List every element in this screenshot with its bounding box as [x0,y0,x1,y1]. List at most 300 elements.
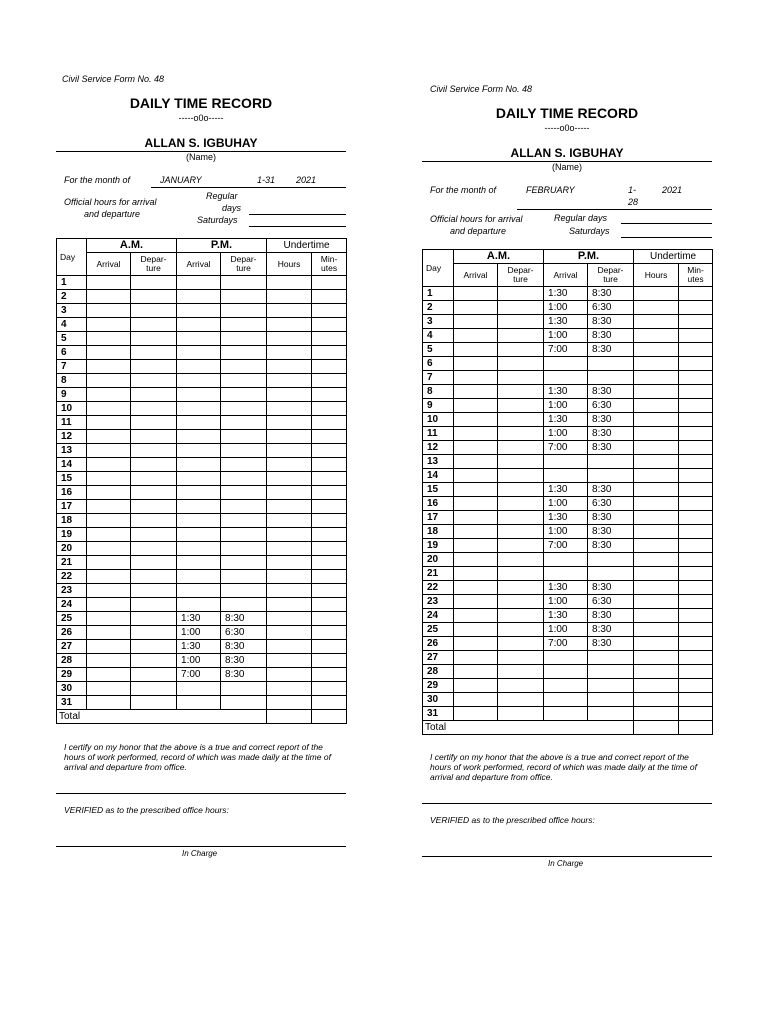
pm-arrival-cell[interactable]: 1:00 [544,301,588,315]
am-departure-cell[interactable] [498,595,544,609]
am-departure-cell[interactable] [131,682,177,696]
undertime-hours-cell[interactable] [634,707,679,721]
undertime-minutes-cell[interactable] [679,679,713,693]
pm-departure-cell[interactable] [221,332,267,346]
am-departure-cell[interactable] [131,500,177,514]
am-arrival-cell[interactable] [454,469,498,483]
pm-arrival-cell[interactable] [177,346,221,360]
pm-arrival-cell[interactable] [177,556,221,570]
undertime-minutes-cell[interactable] [679,609,713,623]
am-departure-cell[interactable] [131,696,177,710]
pm-departure-cell[interactable] [221,444,267,458]
undertime-minutes-cell[interactable] [312,598,347,612]
am-departure-cell[interactable] [498,329,544,343]
pm-departure-cell[interactable]: 6:30 [221,626,267,640]
am-arrival-cell[interactable] [454,651,498,665]
pm-arrival-cell[interactable] [177,514,221,528]
undertime-hours-cell[interactable] [634,399,679,413]
pm-arrival-cell[interactable] [177,570,221,584]
pm-departure-cell[interactable] [221,458,267,472]
undertime-minutes-cell[interactable] [312,374,347,388]
undertime-hours-cell[interactable] [634,315,679,329]
am-arrival-cell[interactable] [454,483,498,497]
pm-departure-cell[interactable]: 8:30 [221,640,267,654]
undertime-hours-cell[interactable] [634,651,679,665]
pm-departure-cell[interactable] [588,371,634,385]
undertime-hours-cell[interactable] [267,444,312,458]
pm-departure-cell[interactable] [221,542,267,556]
pm-departure-cell[interactable]: 8:30 [588,385,634,399]
am-arrival-cell[interactable] [87,584,131,598]
pm-arrival-cell[interactable]: 1:00 [177,654,221,668]
undertime-minutes-cell[interactable] [679,399,713,413]
undertime-minutes-cell[interactable] [312,668,347,682]
undertime-minutes-cell[interactable] [679,385,713,399]
am-arrival-cell[interactable] [454,581,498,595]
am-arrival-cell[interactable] [87,668,131,682]
am-arrival-cell[interactable] [87,388,131,402]
am-arrival-cell[interactable] [87,612,131,626]
undertime-hours-cell[interactable] [267,528,312,542]
pm-arrival-cell[interactable]: 7:00 [544,441,588,455]
pm-departure-cell[interactable] [221,570,267,584]
pm-departure-cell[interactable]: 8:30 [588,511,634,525]
am-departure-cell[interactable] [131,444,177,458]
undertime-hours-cell[interactable] [634,469,679,483]
undertime-hours-cell[interactable] [267,612,312,626]
undertime-minutes-cell[interactable] [679,483,713,497]
undertime-hours-cell[interactable] [267,626,312,640]
pm-arrival-cell[interactable]: 1:30 [177,640,221,654]
am-departure-cell[interactable] [131,388,177,402]
am-departure-cell[interactable] [498,343,544,357]
undertime-hours-cell[interactable] [634,385,679,399]
undertime-minutes-cell[interactable] [679,455,713,469]
am-arrival-cell[interactable] [87,598,131,612]
pm-departure-cell[interactable] [588,679,634,693]
am-departure-cell[interactable] [498,315,544,329]
am-arrival-cell[interactable] [87,528,131,542]
pm-arrival-cell[interactable]: 1:30 [544,581,588,595]
undertime-hours-cell[interactable] [634,413,679,427]
undertime-hours-cell[interactable] [634,623,679,637]
undertime-minutes-cell[interactable] [679,595,713,609]
undertime-minutes-cell[interactable] [312,402,347,416]
undertime-minutes-cell[interactable] [312,458,347,472]
pm-arrival-cell[interactable] [544,707,588,721]
pm-departure-cell[interactable]: 8:30 [588,343,634,357]
pm-arrival-cell[interactable] [177,598,221,612]
undertime-hours-cell[interactable] [267,276,312,290]
undertime-hours-cell[interactable] [267,500,312,514]
am-arrival-cell[interactable] [454,427,498,441]
pm-departure-cell[interactable] [221,682,267,696]
undertime-minutes-cell[interactable] [679,329,713,343]
pm-departure-cell[interactable] [221,276,267,290]
pm-departure-cell[interactable] [221,388,267,402]
am-departure-cell[interactable] [498,609,544,623]
pm-departure-cell[interactable]: 8:30 [221,612,267,626]
pm-arrival-cell[interactable]: 1:30 [544,483,588,497]
total-hours-cell[interactable] [634,721,679,735]
undertime-minutes-cell[interactable] [679,413,713,427]
pm-departure-cell[interactable] [221,346,267,360]
am-departure-cell[interactable] [498,371,544,385]
undertime-hours-cell[interactable] [267,304,312,318]
pm-departure-cell[interactable] [588,553,634,567]
pm-departure-cell[interactable]: 8:30 [588,623,634,637]
undertime-minutes-cell[interactable] [679,427,713,441]
am-departure-cell[interactable] [498,301,544,315]
pm-arrival-cell[interactable]: 1:30 [544,413,588,427]
am-departure-cell[interactable] [498,441,544,455]
pm-arrival-cell[interactable]: 1:00 [544,329,588,343]
am-arrival-cell[interactable] [87,472,131,486]
undertime-minutes-cell[interactable] [679,651,713,665]
pm-departure-cell[interactable] [588,455,634,469]
pm-departure-cell[interactable] [221,290,267,304]
pm-departure-cell[interactable]: 8:30 [588,483,634,497]
am-arrival-cell[interactable] [87,332,131,346]
am-arrival-cell[interactable] [454,315,498,329]
undertime-minutes-cell[interactable] [312,304,347,318]
pm-departure-cell[interactable] [221,500,267,514]
am-arrival-cell[interactable] [87,570,131,584]
undertime-minutes-cell[interactable] [312,486,347,500]
undertime-minutes-cell[interactable] [312,654,347,668]
am-arrival-cell[interactable] [87,430,131,444]
undertime-minutes-cell[interactable] [312,430,347,444]
undertime-minutes-cell[interactable] [679,567,713,581]
am-arrival-cell[interactable] [454,385,498,399]
pm-arrival-cell[interactable]: 7:00 [544,343,588,357]
undertime-hours-cell[interactable] [267,360,312,374]
undertime-hours-cell[interactable] [634,693,679,707]
am-arrival-cell[interactable] [87,402,131,416]
undertime-minutes-cell[interactable] [312,276,347,290]
undertime-minutes-cell[interactable] [679,581,713,595]
pm-departure-cell[interactable]: 6:30 [588,595,634,609]
pm-departure-cell[interactable] [221,598,267,612]
am-departure-cell[interactable] [498,511,544,525]
am-arrival-cell[interactable] [454,567,498,581]
total-hours-cell[interactable] [267,710,312,724]
pm-departure-cell[interactable]: 8:30 [588,427,634,441]
undertime-hours-cell[interactable] [267,388,312,402]
undertime-hours-cell[interactable] [634,329,679,343]
undertime-hours-cell[interactable] [634,357,679,371]
am-arrival-cell[interactable] [454,609,498,623]
am-departure-cell[interactable] [498,385,544,399]
am-arrival-cell[interactable] [454,413,498,427]
am-arrival-cell[interactable] [454,707,498,721]
pm-arrival-cell[interactable] [177,402,221,416]
am-departure-cell[interactable] [498,525,544,539]
am-departure-cell[interactable] [131,360,177,374]
am-departure-cell[interactable] [131,486,177,500]
am-departure-cell[interactable] [131,668,177,682]
am-departure-cell[interactable] [131,612,177,626]
undertime-minutes-cell[interactable] [312,682,347,696]
undertime-minutes-cell[interactable] [312,640,347,654]
am-arrival-cell[interactable] [454,679,498,693]
am-departure-cell[interactable] [131,542,177,556]
am-arrival-cell[interactable] [454,287,498,301]
undertime-minutes-cell[interactable] [679,707,713,721]
pm-arrival-cell[interactable]: 1:30 [177,612,221,626]
am-departure-cell[interactable] [498,483,544,497]
am-departure-cell[interactable] [131,528,177,542]
undertime-hours-cell[interactable] [634,553,679,567]
pm-arrival-cell[interactable] [544,665,588,679]
pm-arrival-cell[interactable]: 1:00 [544,525,588,539]
undertime-minutes-cell[interactable] [312,346,347,360]
am-arrival-cell[interactable] [454,371,498,385]
am-departure-cell[interactable] [131,458,177,472]
pm-arrival-cell[interactable]: 7:00 [544,637,588,651]
pm-arrival-cell[interactable] [544,553,588,567]
undertime-hours-cell[interactable] [267,332,312,346]
undertime-minutes-cell[interactable] [312,542,347,556]
undertime-hours-cell[interactable] [267,290,312,304]
undertime-minutes-cell[interactable] [312,290,347,304]
pm-departure-cell[interactable] [221,304,267,318]
pm-departure-cell[interactable] [221,584,267,598]
undertime-hours-cell[interactable] [267,570,312,584]
pm-arrival-cell[interactable]: 1:30 [544,609,588,623]
pm-arrival-cell[interactable] [177,500,221,514]
pm-arrival-cell[interactable] [544,469,588,483]
undertime-minutes-cell[interactable] [679,497,713,511]
pm-arrival-cell[interactable] [544,455,588,469]
pm-arrival-cell[interactable] [177,584,221,598]
undertime-hours-cell[interactable] [634,441,679,455]
pm-departure-cell[interactable] [221,528,267,542]
pm-arrival-cell[interactable] [177,472,221,486]
undertime-minutes-cell[interactable] [679,469,713,483]
am-departure-cell[interactable] [131,514,177,528]
pm-departure-cell[interactable] [221,486,267,500]
undertime-minutes-cell[interactable] [679,623,713,637]
pm-arrival-cell[interactable]: 1:00 [177,626,221,640]
pm-arrival-cell[interactable] [544,651,588,665]
total-minutes-cell[interactable] [679,721,713,735]
pm-arrival-cell[interactable] [177,290,221,304]
undertime-hours-cell[interactable] [267,402,312,416]
pm-departure-cell[interactable]: 8:30 [221,654,267,668]
pm-departure-cell[interactable] [588,357,634,371]
am-arrival-cell[interactable] [87,318,131,332]
pm-arrival-cell[interactable] [177,304,221,318]
pm-departure-cell[interactable]: 6:30 [588,301,634,315]
pm-arrival-cell[interactable]: 1:00 [544,595,588,609]
am-arrival-cell[interactable] [87,682,131,696]
undertime-hours-cell[interactable] [267,430,312,444]
pm-departure-cell[interactable] [221,416,267,430]
undertime-minutes-cell[interactable] [679,511,713,525]
pm-arrival-cell[interactable] [177,696,221,710]
am-departure-cell[interactable] [498,455,544,469]
undertime-minutes-cell[interactable] [679,665,713,679]
am-departure-cell[interactable] [131,318,177,332]
undertime-hours-cell[interactable] [634,343,679,357]
am-arrival-cell[interactable] [454,329,498,343]
pm-arrival-cell[interactable] [177,682,221,696]
am-departure-cell[interactable] [498,553,544,567]
am-departure-cell[interactable] [498,469,544,483]
undertime-hours-cell[interactable] [634,483,679,497]
am-departure-cell[interactable] [131,556,177,570]
undertime-minutes-cell[interactable] [679,287,713,301]
am-departure-cell[interactable] [131,276,177,290]
am-departure-cell[interactable] [131,304,177,318]
pm-departure-cell[interactable]: 8:30 [588,581,634,595]
am-departure-cell[interactable] [498,623,544,637]
undertime-minutes-cell[interactable] [679,315,713,329]
undertime-hours-cell[interactable] [267,458,312,472]
am-departure-cell[interactable] [498,637,544,651]
undertime-hours-cell[interactable] [267,682,312,696]
pm-arrival-cell[interactable] [177,360,221,374]
pm-departure-cell[interactable]: 8:30 [221,668,267,682]
undertime-hours-cell[interactable] [634,609,679,623]
pm-departure-cell[interactable]: 8:30 [588,637,634,651]
undertime-hours-cell[interactable] [634,567,679,581]
pm-arrival-cell[interactable] [177,332,221,346]
am-arrival-cell[interactable] [454,399,498,413]
pm-departure-cell[interactable] [221,696,267,710]
undertime-hours-cell[interactable] [634,539,679,553]
pm-departure-cell[interactable] [221,360,267,374]
am-departure-cell[interactable] [498,287,544,301]
am-departure-cell[interactable] [498,693,544,707]
am-arrival-cell[interactable] [87,458,131,472]
saturdays-field[interactable] [249,226,346,227]
undertime-minutes-cell[interactable] [312,584,347,598]
am-departure-cell[interactable] [498,665,544,679]
am-departure-cell[interactable] [131,472,177,486]
regular-days-field[interactable] [249,214,346,215]
pm-arrival-cell[interactable] [177,388,221,402]
am-arrival-cell[interactable] [454,511,498,525]
am-departure-cell[interactable] [498,651,544,665]
pm-departure-cell[interactable] [221,514,267,528]
pm-arrival-cell[interactable]: 1:00 [544,623,588,637]
undertime-minutes-cell[interactable] [312,696,347,710]
total-minutes-cell[interactable] [312,710,347,724]
undertime-hours-cell[interactable] [267,346,312,360]
undertime-minutes-cell[interactable] [679,525,713,539]
undertime-hours-cell[interactable] [634,427,679,441]
am-arrival-cell[interactable] [87,276,131,290]
am-arrival-cell[interactable] [87,542,131,556]
am-arrival-cell[interactable] [87,654,131,668]
pm-departure-cell[interactable] [588,651,634,665]
undertime-minutes-cell[interactable] [679,301,713,315]
am-arrival-cell[interactable] [454,343,498,357]
pm-departure-cell[interactable] [588,665,634,679]
undertime-minutes-cell[interactable] [312,388,347,402]
am-arrival-cell[interactable] [87,514,131,528]
pm-departure-cell[interactable] [221,374,267,388]
undertime-hours-cell[interactable] [267,654,312,668]
am-departure-cell[interactable] [498,581,544,595]
pm-departure-cell[interactable] [221,472,267,486]
undertime-hours-cell[interactable] [267,542,312,556]
pm-arrival-cell[interactable] [177,276,221,290]
undertime-hours-cell[interactable] [634,637,679,651]
undertime-minutes-cell[interactable] [679,693,713,707]
pm-arrival-cell[interactable] [177,374,221,388]
am-arrival-cell[interactable] [454,623,498,637]
pm-departure-cell[interactable] [588,693,634,707]
undertime-minutes-cell[interactable] [312,416,347,430]
am-arrival-cell[interactable] [87,360,131,374]
undertime-minutes-cell[interactable] [679,553,713,567]
saturdays-field[interactable] [621,237,712,238]
undertime-hours-cell[interactable] [634,581,679,595]
am-departure-cell[interactable] [131,570,177,584]
am-arrival-cell[interactable] [87,626,131,640]
am-departure-cell[interactable] [498,539,544,553]
am-departure-cell[interactable] [131,654,177,668]
am-departure-cell[interactable] [498,357,544,371]
am-arrival-cell[interactable] [454,637,498,651]
am-departure-cell[interactable] [131,402,177,416]
am-departure-cell[interactable] [498,707,544,721]
pm-arrival-cell[interactable] [177,458,221,472]
undertime-minutes-cell[interactable] [312,318,347,332]
undertime-hours-cell[interactable] [634,497,679,511]
undertime-minutes-cell[interactable] [312,472,347,486]
pm-departure-cell[interactable]: 8:30 [588,287,634,301]
undertime-minutes-cell[interactable] [312,514,347,528]
am-arrival-cell[interactable] [87,486,131,500]
pm-departure-cell[interactable] [588,707,634,721]
undertime-minutes-cell[interactable] [312,626,347,640]
am-arrival-cell[interactable] [454,497,498,511]
am-arrival-cell[interactable] [87,304,131,318]
undertime-hours-cell[interactable] [267,640,312,654]
pm-arrival-cell[interactable]: 1:30 [544,511,588,525]
undertime-hours-cell[interactable] [267,696,312,710]
am-arrival-cell[interactable] [454,525,498,539]
pm-departure-cell[interactable]: 8:30 [588,329,634,343]
am-departure-cell[interactable] [131,416,177,430]
undertime-minutes-cell[interactable] [312,332,347,346]
am-departure-cell[interactable] [498,567,544,581]
pm-departure-cell[interactable] [221,556,267,570]
pm-arrival-cell[interactable]: 1:00 [544,427,588,441]
am-arrival-cell[interactable] [87,640,131,654]
undertime-hours-cell[interactable] [634,595,679,609]
pm-arrival-cell[interactable] [544,693,588,707]
undertime-hours-cell[interactable] [634,511,679,525]
undertime-minutes-cell[interactable] [312,612,347,626]
pm-arrival-cell[interactable] [544,371,588,385]
pm-departure-cell[interactable]: 8:30 [588,441,634,455]
undertime-hours-cell[interactable] [634,287,679,301]
undertime-hours-cell[interactable] [634,371,679,385]
undertime-minutes-cell[interactable] [312,360,347,374]
undertime-minutes-cell[interactable] [312,556,347,570]
pm-departure-cell[interactable]: 8:30 [588,609,634,623]
undertime-hours-cell[interactable] [634,665,679,679]
am-arrival-cell[interactable] [454,553,498,567]
pm-arrival-cell[interactable] [177,528,221,542]
am-departure-cell[interactable] [498,413,544,427]
pm-arrival-cell[interactable] [177,430,221,444]
